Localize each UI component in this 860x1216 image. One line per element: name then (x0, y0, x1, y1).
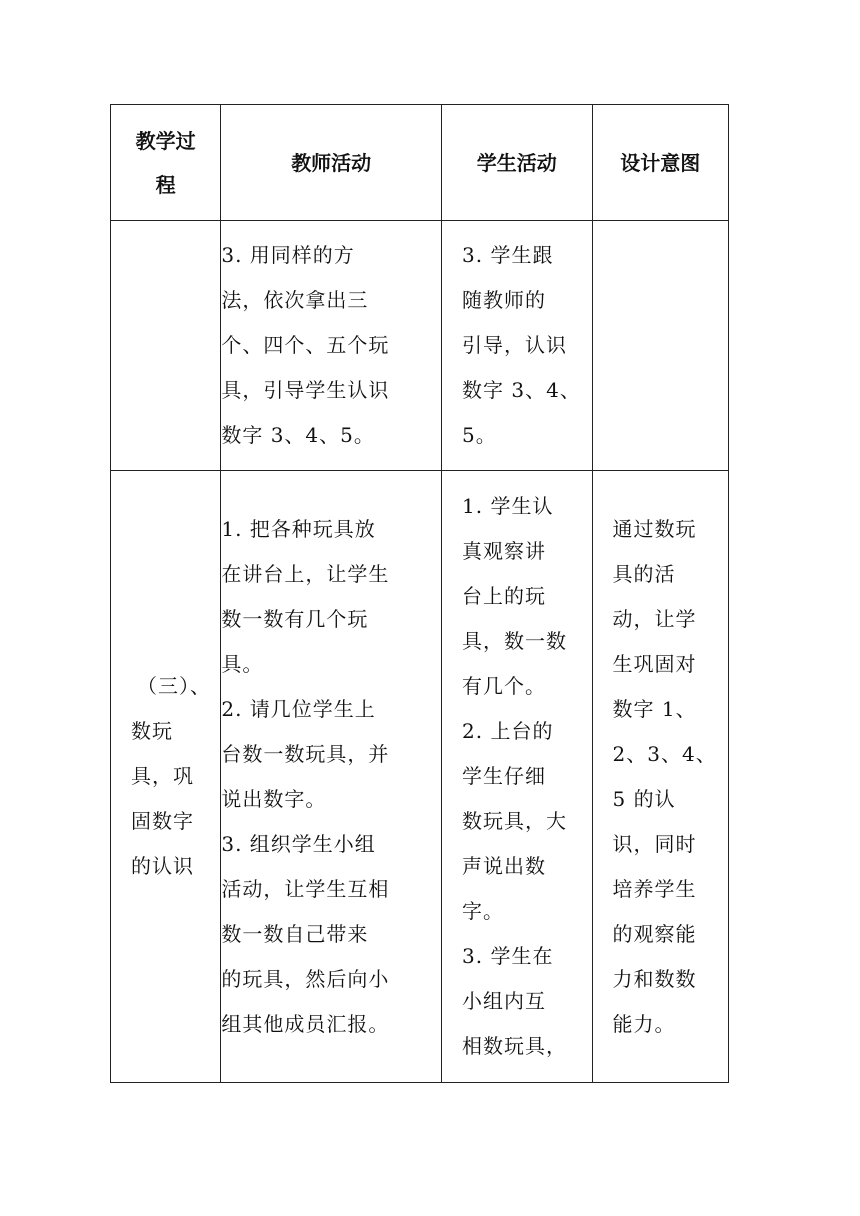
text-line: 培养学生 (612, 876, 697, 901)
table-row (111, 471, 729, 1083)
text-line: 5。 (462, 423, 497, 447)
text-line: 台数一数玩具，并 (221, 741, 390, 766)
text-line: 声说出数 (462, 854, 547, 878)
header-teacher: 教师活动 (221, 105, 442, 221)
text-line: 数一数有几个玩 (221, 606, 369, 631)
header-process (111, 105, 221, 221)
text-line: 真观察讲 (462, 539, 547, 563)
text-line: 3. 组织学生小组 (221, 831, 376, 856)
header-intent: 设计意图 (592, 105, 728, 221)
row2-teacher (221, 471, 442, 1083)
text-line: 通过数玩 (612, 516, 697, 541)
text-line: 具，数一数 (462, 629, 568, 653)
lesson-plan-table (110, 104, 729, 1083)
text-line: 具。 (221, 651, 264, 676)
text-line: 个、四个、五个玩 (221, 333, 390, 357)
text-line: 具的活 (612, 561, 676, 586)
text-line: 台上的玩 (462, 584, 547, 608)
text-line: 具，引导学生认识 (221, 378, 390, 402)
text-line: 活动，让学生互相 (221, 876, 390, 901)
row1-student (442, 221, 592, 471)
row1-process (111, 221, 221, 471)
text-line: 的认识 (131, 854, 194, 878)
text-line: 数玩 (131, 719, 173, 743)
header-row (111, 105, 729, 221)
text-line: 数字 1、 (612, 696, 697, 721)
text-line: 引导，认识 (462, 333, 568, 357)
text-line: 小组内互 (462, 989, 547, 1013)
row2-intent (592, 471, 728, 1083)
text-line: 有几个。 (462, 674, 547, 698)
text-line: 学生仔细 (462, 764, 547, 788)
text-line: 数玩具，大 (462, 809, 568, 833)
text-line: 在讲台上，让学生 (221, 561, 390, 586)
text-line: 具，巩 (131, 764, 194, 788)
text-line: 法，依次拿出三 (221, 288, 369, 312)
row2-student (442, 471, 592, 1083)
text-line: 生巩固对 (612, 651, 697, 676)
text-line: 能力。 (612, 1011, 676, 1036)
text-line: 2. 请几位学生上 (221, 696, 376, 721)
text-line: 力和数数 (612, 966, 697, 991)
text-line: （三）、 (137, 674, 211, 698)
text-line: 组其他成员汇报。 (221, 1011, 390, 1036)
text-line: 1. 学生认 (462, 494, 554, 518)
text-line: 2、3、4、 (612, 741, 717, 766)
text-line: 数一数自己带来 (221, 921, 369, 946)
text-line: 1. 把各种玩具放 (221, 516, 376, 541)
text-line: 2. 上台的 (462, 719, 554, 743)
text-line: 动，让学 (612, 606, 697, 631)
header-process-line-1: 教学过 (135, 128, 196, 153)
text-line: 数字 3、4、 (462, 378, 581, 402)
text-line: 说出数字。 (221, 786, 327, 811)
text-line: 相数玩具， (462, 1034, 568, 1058)
text-line: 固数字 (131, 809, 194, 833)
text-line: 3. 学生在 (462, 944, 554, 968)
text-line: 识，同时 (612, 831, 697, 856)
text-line: 随教师的 (462, 288, 547, 312)
text-line: 字。 (462, 899, 505, 923)
text-line: 5 的认 (612, 786, 676, 811)
row2-process (111, 471, 221, 1083)
row1-teacher (221, 221, 442, 471)
text-line: 的玩具，然后向小 (221, 966, 390, 991)
text-line: 3. 学生跟 (462, 243, 554, 267)
text-line: 的观察能 (612, 921, 697, 946)
text-line: 数字 3、4、5。 (221, 423, 375, 447)
header-process-line-2: 程 (155, 172, 176, 197)
row1-intent (592, 221, 728, 471)
table-row (111, 221, 729, 471)
header-student: 学生活动 (442, 105, 592, 221)
text-line: 3. 用同样的方 (221, 243, 355, 267)
